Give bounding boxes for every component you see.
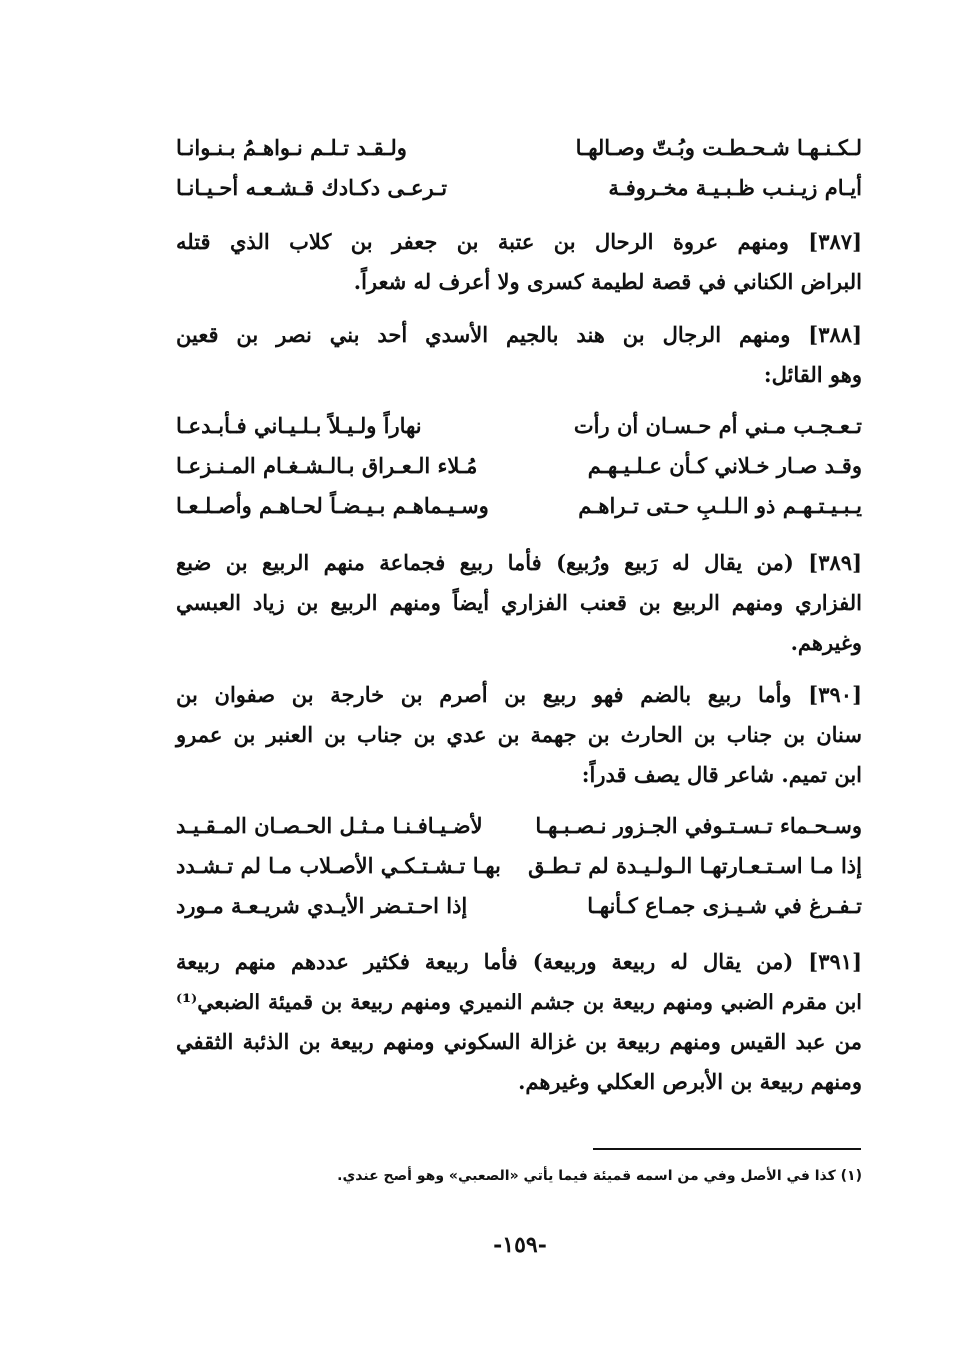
paragraph-line: [٣٩١] (من يقال له ربيعة وربيعة) فأما ربيعة فكثير عددهم منهم ربيعة	[176, 949, 862, 974]
verse-line	[176, 806, 862, 846]
hemistich-left: لأضـيـافـنـا مـثـل الحـصـان المـقـيـد	[176, 813, 483, 838]
verse-line	[176, 486, 862, 526]
verse-line	[176, 128, 862, 168]
hemistich-right: إذا مـا اسـتـعـارتهـا الـولـيـدة لم تـطـق	[528, 853, 862, 878]
paragraph-line: الفزاري ومنهم الربيع بن قعنب الفزاري أيضاً ومنهم الربيع بن زياد العبسي	[176, 590, 862, 615]
paragraph-line: [٣٨٩] (من يقال له رَبيع ورُبيع) فأما ربيع فجماعة منهم الربيع بن ضبع	[176, 550, 862, 575]
hemistich-right: تـفـرغ في شـيـزى جمـاع كـأنهـا	[587, 893, 862, 918]
hemistich-left: نهاراً ولـيـلاً بـلـيـاني فـأبـدعـا	[176, 413, 422, 438]
hemistich-left: مُـلاء الـعـراق بـالـشـغـام المـنـزعـا	[176, 453, 478, 478]
paragraph-388	[176, 315, 862, 395]
paragraph-line: ابن تميم. شاعر قال يصف قدراً:	[581, 762, 862, 787]
hemistich-right: وقـد صـار خـلاني كـأن عـلـيـهـم	[587, 453, 862, 478]
hemistich-left: وسـيـماهـم بـيـضـاً لحـاهـم وأصـلـعـا	[176, 493, 489, 518]
paragraph-387	[176, 222, 862, 302]
footnote-separator	[593, 1148, 861, 1150]
paragraph-391	[176, 942, 862, 1102]
verse-line	[176, 846, 862, 886]
poem-verses-3	[176, 806, 862, 926]
paragraph-389	[176, 543, 862, 663]
paragraph-390	[176, 675, 862, 795]
poem-verses-1	[176, 128, 862, 208]
paragraph-line: من عبد القيس ومنهم ربيعة بن غزالة السكوني ومنهم ربيعة بن الذئبة الثقفي	[176, 1029, 862, 1054]
paragraph-line: [٣٨٧] ومنهم عروة الرحال بن عتبة بن جعفر بن كلاب الذي قتله	[176, 229, 862, 254]
hemistich-right: أيـام زيـنـب ظـبـيـة مخـروفـة	[608, 175, 862, 200]
verse-line	[176, 168, 862, 208]
hemistich-left: إذا احـتـضر الأيـدي شريـعـة مـورد	[176, 893, 468, 918]
hemistich-left: ولـقـد تـلـم نـواهـمُ بـنـوانـا	[176, 135, 407, 160]
paragraph-line: [٣٨٨] ومنهم الرجال بن هند بالجيم الأسدي أحد بني نصر بن قعين	[176, 322, 862, 347]
paragraph-line: سنان بن جناب بن الحارث بن جهمة بن عدي بن جناب بن العنبر بن عمرو	[176, 722, 862, 747]
paragraph-line: وغيرهم.	[790, 630, 862, 655]
hemistich-right: تـعـجـب مـني أم حـسـان أن رأت	[573, 413, 862, 438]
hemistich-left: بهـا تـشـتـكـي الأصـلاب مـا لم تـشـدد	[176, 853, 501, 878]
poem-verses-2	[176, 406, 862, 526]
verse-line	[176, 406, 862, 446]
hemistich-left: تـرعـى دكـادك قـشـعـه أحـيـانـا	[176, 175, 448, 200]
hemistich-right: وسـحـماء تـسـتـوفي الجـزور نـصـبـهـا	[535, 813, 862, 838]
paragraph-line: ابن مقرم الضبي ومنهم ربيعة بن جشم النميري ومنهم ربيعة بن قميئة الضبعي⁽¹⁾	[176, 990, 862, 1014]
paragraph-line: وهو القائل:	[763, 362, 862, 387]
paragraph-line: ومنهم ربيعة بن الأبرص العكلي وغيرهم.	[518, 1069, 862, 1094]
verse-line	[176, 886, 862, 926]
hemistich-right: لـكـنـهـا شـحـطـت وبُـتّ وصـالهـا	[575, 135, 862, 160]
paragraph-line: البراض الكناني في قصة لطيمة كسرى ولا أعرف له شعراً.	[353, 269, 862, 294]
footnote: (١) كذا في الأصل وفي من اسمه قميئة فيما يأتي «الصعبي» وهو أصح عندي.	[337, 1168, 862, 1184]
hemistich-right: يـبـيـتـهـم ذو الـلـبِ حـتى تـراهـم	[578, 493, 862, 518]
verse-line	[176, 446, 862, 486]
paragraph-line: [٣٩٠] وأما ربيع بالضم فهو ربيع بن أصرم بن خارجة بن صفوان بن	[176, 682, 862, 707]
page-number: -١٥٩-	[493, 1232, 547, 1258]
